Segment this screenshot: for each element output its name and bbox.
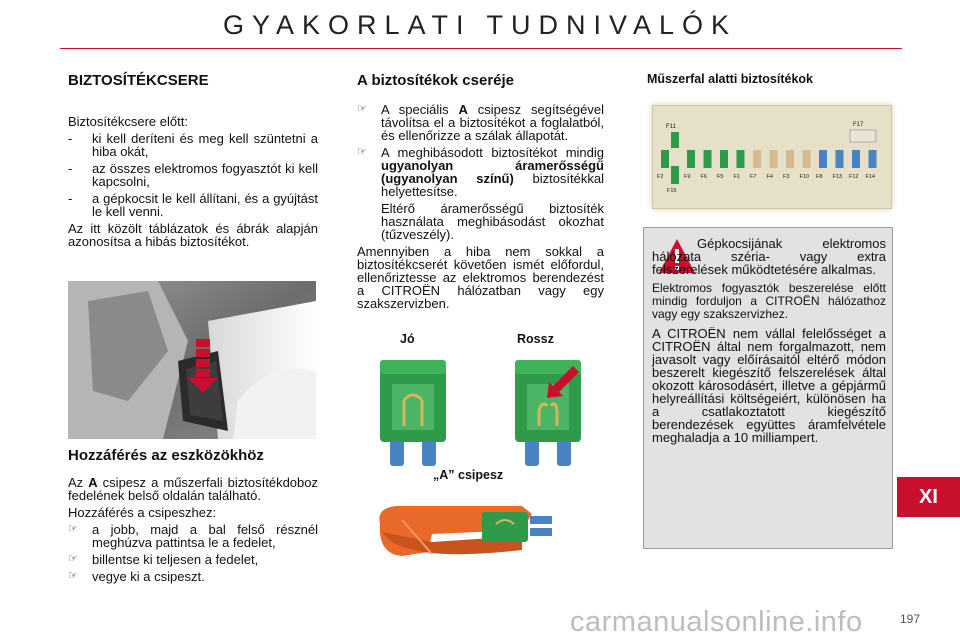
bad-fuse-icon	[513, 360, 583, 470]
good-fuse-icon	[378, 360, 448, 470]
fuse-label-F7: F7	[750, 174, 757, 180]
clip-label: „A” csipesz	[433, 468, 504, 482]
list-item: ☞ billentse ki teljesen a fedelet,	[68, 552, 259, 567]
page-number: 197	[900, 612, 921, 626]
pointer-hand-icon: ☞	[357, 146, 367, 158]
bad-fuse-illustration	[513, 360, 583, 475]
header-divider	[60, 48, 902, 49]
fuse-F2	[661, 150, 669, 168]
warning-paragraph-3: A CITROËN nem vállal felelősséget a CITROËN által nem forgalmazott, nem javasolt vagy előírásaitól eltérő módon beszerelt kiegészítő felszerelések által okozott károsodásért, illetve a gépjármű helyreállítási költségeiért, különösen ha a csatlakoztatott kiegészítő berendezések együttes áramfelvétele meghaladja a 10 milliampert.	[652, 326, 886, 445]
list-item: ☞ a jobb, majd a bal felső résznél meghúzva pattintsa le a fedelet,	[68, 522, 318, 550]
left-column	[68, 72, 318, 248]
fuse-label-F17: F17	[853, 122, 864, 128]
fuse-label-F15: F15	[667, 188, 677, 194]
replacement-list	[357, 103, 604, 241]
fuse-label-F5: F5	[717, 174, 724, 180]
fuse-F7	[753, 150, 761, 168]
pointer-hand-icon: ☞	[68, 523, 78, 535]
fuse-F9	[687, 150, 695, 168]
section-title-dashboard-fuses: Műszerfal alatti biztosítékok	[647, 72, 814, 86]
access-list	[68, 523, 318, 583]
chapter-tab[interactable]: XI	[897, 477, 960, 517]
outro-text: Az itt közölt táblázatok és ábrák alapján azonosítsa a hibás biztosítékot.	[68, 221, 318, 249]
list-item: ☞ A meghibásodott biztosítékot mindig ugyanolyan áramerősségű (ugyanolyan színű) biztosítékkal helyettesítse.	[357, 145, 604, 199]
fuse-panel-diagram	[652, 105, 892, 209]
warning-note: Eltérő áramerősségű biztosíték használata meghibásodást okozhat (tűzveszély).	[381, 201, 604, 242]
fuse-F4	[770, 150, 778, 168]
warning-paragraph-2: Elektromos fogyasztók beszerelése előtt mindig forduljon a CITROËN hálózathoz vagy egy szakszervizhez.	[652, 281, 886, 321]
recurrence-paragraph: Amennyiben a hiba nem sokkal a biztosítékcserét követően ismét előfordul, ellenőriztesse az elektromos berendezést a CITROËN hálózatban vagy egy szakszervizben.	[357, 244, 604, 311]
fuse-label-F8: F8	[816, 174, 823, 180]
fuse-label-F2: F2	[657, 174, 664, 180]
fuse-label-F14: F14	[865, 174, 875, 180]
fuse-label-F3: F3	[783, 174, 790, 180]
list-item: ☞ A speciális A csipesz segítségével távolítsa el a biztosítékot a foglalatból, és ellenőrizze a szálak állapotát.	[357, 102, 604, 143]
good-label: Jó	[400, 332, 415, 346]
fuse-F8	[819, 150, 827, 168]
fuse-label-F1: F1	[733, 174, 740, 180]
fuse-label-F9: F9	[684, 174, 691, 180]
photo-illustration	[68, 281, 316, 439]
dash-item: - az összes elektromos fogyasztót ki kell kapcsolni,	[68, 161, 318, 189]
fuse-clip-icon	[372, 494, 572, 574]
warning-box	[643, 227, 893, 549]
dash-item: - a gépkocsit le kell állítani, és a gyújtást le kell venni.	[68, 191, 318, 219]
fuse-label-F13: F13	[832, 174, 842, 180]
fuse-F13	[836, 150, 844, 168]
page-title: GYAKORLATI TUDNIVALÓK	[222, 10, 738, 40]
fuse-F10	[803, 150, 811, 168]
intro-text: Biztosítékcsere előtt:	[68, 114, 188, 129]
fuse-label-F12: F12	[849, 174, 859, 180]
dash-item: - ki kell deríteni és meg kell szüntetni a hiba okát,	[68, 131, 318, 159]
dash-list	[68, 132, 318, 218]
list-item: ☞ vegye ki a csipeszt.	[68, 569, 205, 584]
fuse-box-cover-photo	[68, 281, 316, 439]
fuse-F6	[704, 150, 712, 168]
access-paragraph: Az A csipesz a műszerfali biztosítékdoboz fedelének belső oldalán található.	[68, 475, 318, 503]
bad-label: Rossz	[517, 332, 554, 346]
section-title-replacement: A biztosítékok cseréje	[357, 72, 515, 89]
middle-column	[357, 72, 604, 310]
pointer-hand-icon: ☞	[357, 103, 367, 115]
fuse-panel-svg	[653, 106, 891, 208]
access-section	[68, 447, 318, 583]
pointer-hand-icon: ☞	[68, 570, 78, 582]
fuse-label-F6: F6	[700, 174, 707, 180]
fuse-clip-illustration	[372, 494, 572, 579]
fuse-label-F10: F10	[799, 174, 809, 180]
pointer-hand-icon: ☞	[68, 553, 78, 565]
good-fuse-illustration	[378, 360, 448, 475]
section-title-access: Hozzáférés az eszközökhöz	[68, 447, 264, 464]
fuse-F15	[671, 166, 679, 184]
fuse-label-F4: F4	[766, 174, 773, 180]
fuse-F1	[737, 150, 745, 168]
warning-paragraph-1: Gépkocsijának elektromos hálózata széria- vagy extra felszerelések működtetésére alkalmas.	[652, 236, 886, 277]
fuse-F12	[852, 150, 860, 168]
fuse-label-F11: F11	[666, 124, 676, 130]
section-title-fuse-change: BIZTOSÍTÉKCSERE	[68, 72, 209, 89]
fuse-F5	[720, 150, 728, 168]
fuse-row	[657, 150, 877, 194]
fuse-F3	[786, 150, 794, 168]
watermark-text: carmanualsonline.info	[570, 606, 863, 638]
fuse-F14	[869, 150, 877, 168]
access-intro: Hozzáférés a csipeszhez:	[68, 505, 217, 520]
